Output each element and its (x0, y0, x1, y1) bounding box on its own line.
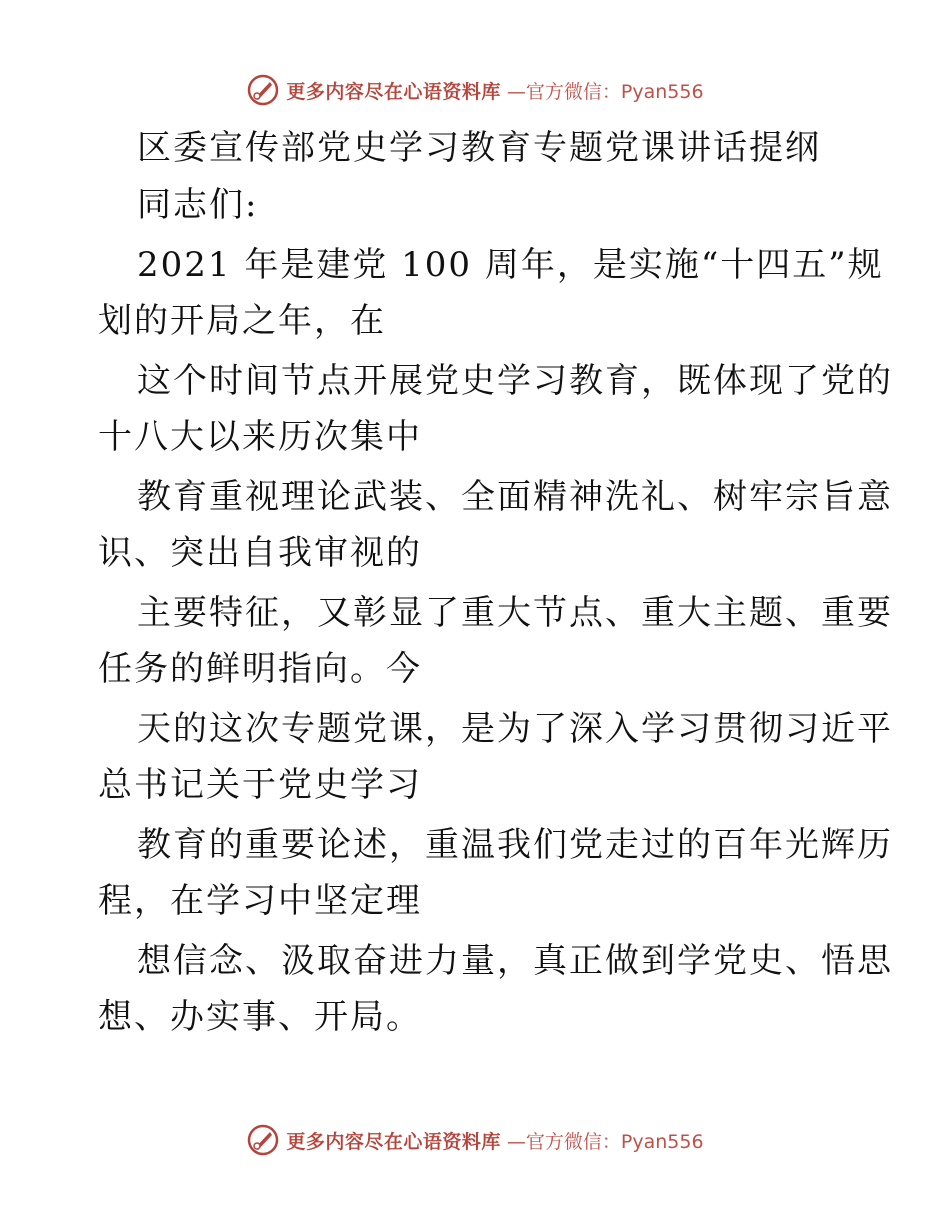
watermark-contact-text: —官方微信：Pyan556 (506, 1130, 704, 1153)
body-line: 天的这次专题党课，是为了深入学习贯彻习近平 (137, 709, 893, 749)
body-line: 任务的鲜明指向。今 (98, 649, 422, 689)
body-line: 教育的重要论述，重温我们党走过的百年光辉历 (137, 825, 893, 865)
body-line: 程，在学习中坚定理 (98, 881, 422, 921)
feather-pen-logo-icon (246, 1123, 280, 1157)
body-line: 识、突出自我审视的 (98, 533, 422, 573)
body-line: 2021 年是建党 100 周年，是实施“十四五”规 (137, 245, 884, 285)
body-line: 十八大以来历次集中 (98, 417, 422, 457)
body-line: 想、办实事、开局。 (98, 997, 422, 1037)
body-line: 划的开局之年，在 (98, 301, 386, 341)
greeting: 同志们: (137, 185, 259, 225)
body-line: 这个时间节点开展党史学习教育，既体现了党的 (137, 361, 893, 401)
body-line: 总书记关于党史学习 (98, 765, 422, 805)
document-title: 区委宣传部党史学习教育专题党课讲话提纲 (137, 128, 821, 168)
header-watermark (0, 70, 950, 110)
footer-watermark (0, 1120, 950, 1160)
body-line: 想信念、汲取奋进力量，真正做到学党史、悟思 (137, 941, 893, 981)
body-line: 教育重视理论武装、全面精神洗礼、树牢宗旨意 (137, 477, 893, 517)
watermark-contact-text: —官方微信：Pyan556 (506, 80, 704, 103)
watermark-site-text: 更多内容尽在心语资料库 (286, 80, 501, 103)
feather-pen-logo-icon (246, 73, 280, 107)
watermark-site-text: 更多内容尽在心语资料库 (286, 1130, 501, 1153)
body-line: 主要特征，又彰显了重大节点、重大主题、重要 (137, 593, 893, 633)
